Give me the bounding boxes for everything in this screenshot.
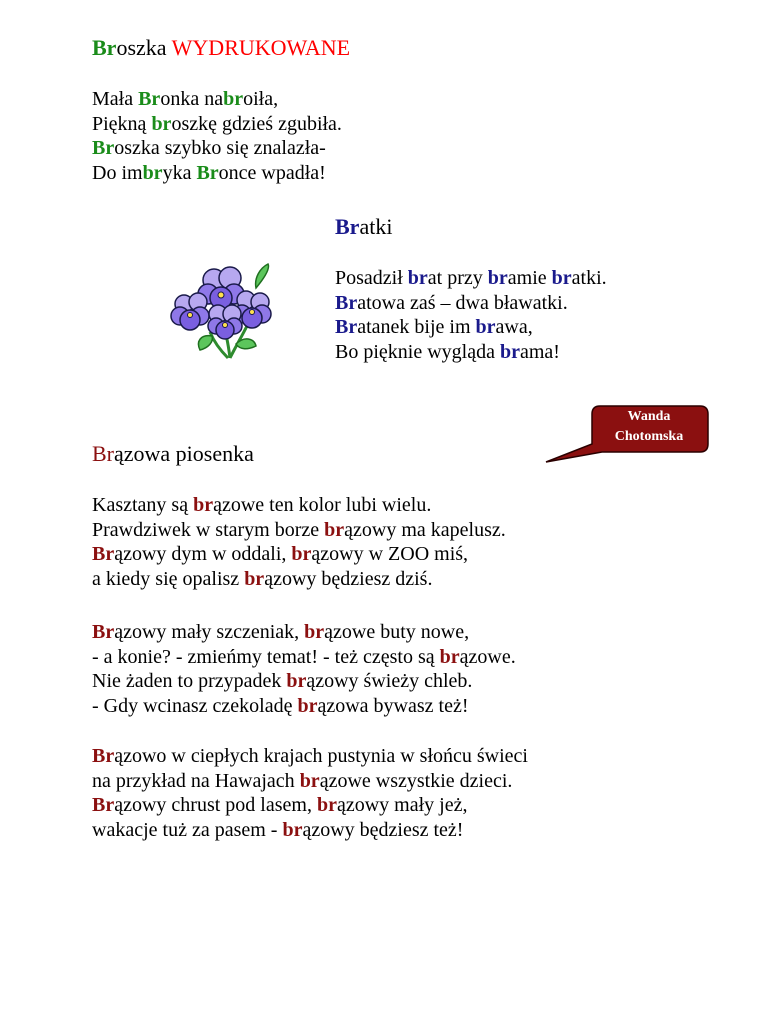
line-text: a kiedy się opalisz <box>92 567 245 590</box>
title-segment: ązowa piosenka <box>114 441 254 466</box>
line-text: yka <box>162 161 197 184</box>
broszka-poem <box>92 87 342 185</box>
highlighted-syllable: br <box>151 112 172 135</box>
author-callout-text <box>592 407 706 447</box>
line-text: wakacje tuż za pasem - <box>92 818 283 841</box>
highlighted-syllable: Br <box>138 88 161 110</box>
line-text: ązowe buty nowe, <box>324 621 470 643</box>
line-text: oszkę gdzieś zgubiła. <box>171 112 342 135</box>
line-text: ązowa bywasz też! <box>317 694 469 717</box>
poem-line <box>92 542 506 567</box>
highlighted-syllable: br <box>499 340 520 363</box>
highlighted-syllable: br <box>407 267 428 289</box>
poem-line <box>92 769 528 794</box>
line-text: once wpadła! <box>218 161 326 184</box>
highlighted-syllable: Br <box>92 137 115 159</box>
poem-line <box>92 694 516 719</box>
poem-line <box>92 87 342 112</box>
author-last-name: Chotomska <box>614 429 684 444</box>
highlighted-syllable: br <box>316 794 337 816</box>
line-text: Kasztany są <box>92 494 194 516</box>
highlighted-syllable: br <box>193 494 214 516</box>
line-text: Nie żaden to przypadek <box>92 670 287 692</box>
line-text: ązowy mały szczeniak, <box>114 621 305 643</box>
highlighted-syllable: br <box>291 543 312 565</box>
poem-line <box>92 818 528 843</box>
line-text: ązowy ma kapelusz. <box>344 518 506 541</box>
highlighted-syllable: br <box>475 316 496 338</box>
highlighted-syllable: br <box>297 694 318 717</box>
line-text: Posadził <box>335 267 408 289</box>
line-text: ama! <box>519 340 560 363</box>
line-text: ązowe ten kolor lubi wielu. <box>213 494 432 516</box>
line-text: ązowy będziesz dziś. <box>264 567 433 590</box>
highlighted-syllable: br <box>487 267 508 289</box>
line-text: onka na <box>160 88 224 110</box>
highlighted-syllable: br <box>244 567 265 590</box>
line-text: ązowy będziesz też! <box>302 818 464 841</box>
highlighted-syllable: Br <box>196 161 219 184</box>
highlighted-syllable: br <box>299 769 320 792</box>
title-segment: atki <box>359 214 393 239</box>
highlighted-syllable: Br <box>92 543 115 565</box>
highlighted-syllable: br <box>304 621 325 643</box>
broszka-title <box>92 35 350 61</box>
line-text: ązowy chrust pod lasem, <box>114 794 317 816</box>
poem-line <box>92 669 516 694</box>
line-text: awa, <box>495 316 533 338</box>
highlighted-syllable: br <box>324 518 345 541</box>
line-text: Do im <box>92 161 143 184</box>
title-segment: oszka <box>116 35 172 60</box>
highlighted-syllable: Br <box>92 794 115 816</box>
title-segment: WYDRUKOWANE <box>171 35 351 60</box>
brazowa-stanza-2 <box>92 620 516 718</box>
highlighted-syllable: br <box>142 161 163 184</box>
highlighted-syllable: br <box>551 267 572 289</box>
line-text: ązowo w ciepłych krajach pustynia w słońcu świeci <box>114 745 528 767</box>
bratki-poem <box>335 266 607 364</box>
line-text: Bo pięknie wygląda <box>335 340 500 363</box>
poem-line <box>92 493 506 518</box>
title-segment: Br <box>335 214 360 239</box>
line-text: ązowe wszystkie dzieci. <box>319 769 513 792</box>
line-text: atowa zaś – dwa bławatki. <box>357 291 568 314</box>
line-text: Mała <box>92 88 139 110</box>
poem-line <box>92 620 516 645</box>
poem-line <box>335 266 607 291</box>
line-text: atanek bije im <box>357 316 476 338</box>
poem-line <box>92 112 342 137</box>
brazowa-title <box>92 441 254 467</box>
brazowa-stanza-3 <box>92 744 528 842</box>
line-text: ązowy w ZOO miś, <box>311 543 469 565</box>
line-text: ązowe. <box>459 645 516 668</box>
brazowa-stanza-1 <box>92 493 506 591</box>
line-text: at przy <box>427 267 488 289</box>
bratki-title <box>335 214 392 240</box>
line-text: ązowy dym w oddali, <box>114 543 292 565</box>
line-text: atki. <box>571 267 607 289</box>
poem-line <box>92 645 516 670</box>
highlighted-syllable: br <box>282 818 303 841</box>
poem-line <box>92 567 506 592</box>
title-segment: Br <box>92 441 114 466</box>
line-text: ązowy świeży chleb. <box>306 670 473 692</box>
line-text: Piękną <box>92 112 152 135</box>
poem-line <box>335 340 607 365</box>
highlighted-syllable: br <box>286 670 307 692</box>
highlighted-syllable: Br <box>335 316 358 338</box>
poem-line <box>335 315 607 340</box>
poem-line <box>92 136 342 161</box>
line-text: - a konie? - zmieńmy temat! - też często są <box>92 645 440 668</box>
line-text: Prawdziwek w starym borze <box>92 518 325 541</box>
line-text: oiła, <box>243 88 279 110</box>
highlighted-syllable: Br <box>92 621 115 643</box>
highlighted-syllable: Br <box>335 291 358 314</box>
poem-line <box>335 291 607 316</box>
highlighted-syllable: br <box>439 645 460 668</box>
line-text: oszka szybko się znalazła- <box>114 137 326 159</box>
pansy-flower-icon <box>170 262 274 366</box>
highlighted-syllable: Br <box>92 745 115 767</box>
line-text: na przykład na Hawajach <box>92 769 300 792</box>
poem-line <box>92 793 528 818</box>
poem-line <box>92 518 506 543</box>
poem-line <box>92 161 342 186</box>
line-text: - Gdy wcinasz czekoladę <box>92 694 298 717</box>
poem-line <box>92 744 528 769</box>
line-text: amie <box>507 267 552 289</box>
highlighted-syllable: br <box>223 88 244 110</box>
line-text: ązowy mały jeż, <box>336 794 468 816</box>
title-segment: Br <box>92 35 117 60</box>
author-first-name: Wanda <box>627 409 671 424</box>
